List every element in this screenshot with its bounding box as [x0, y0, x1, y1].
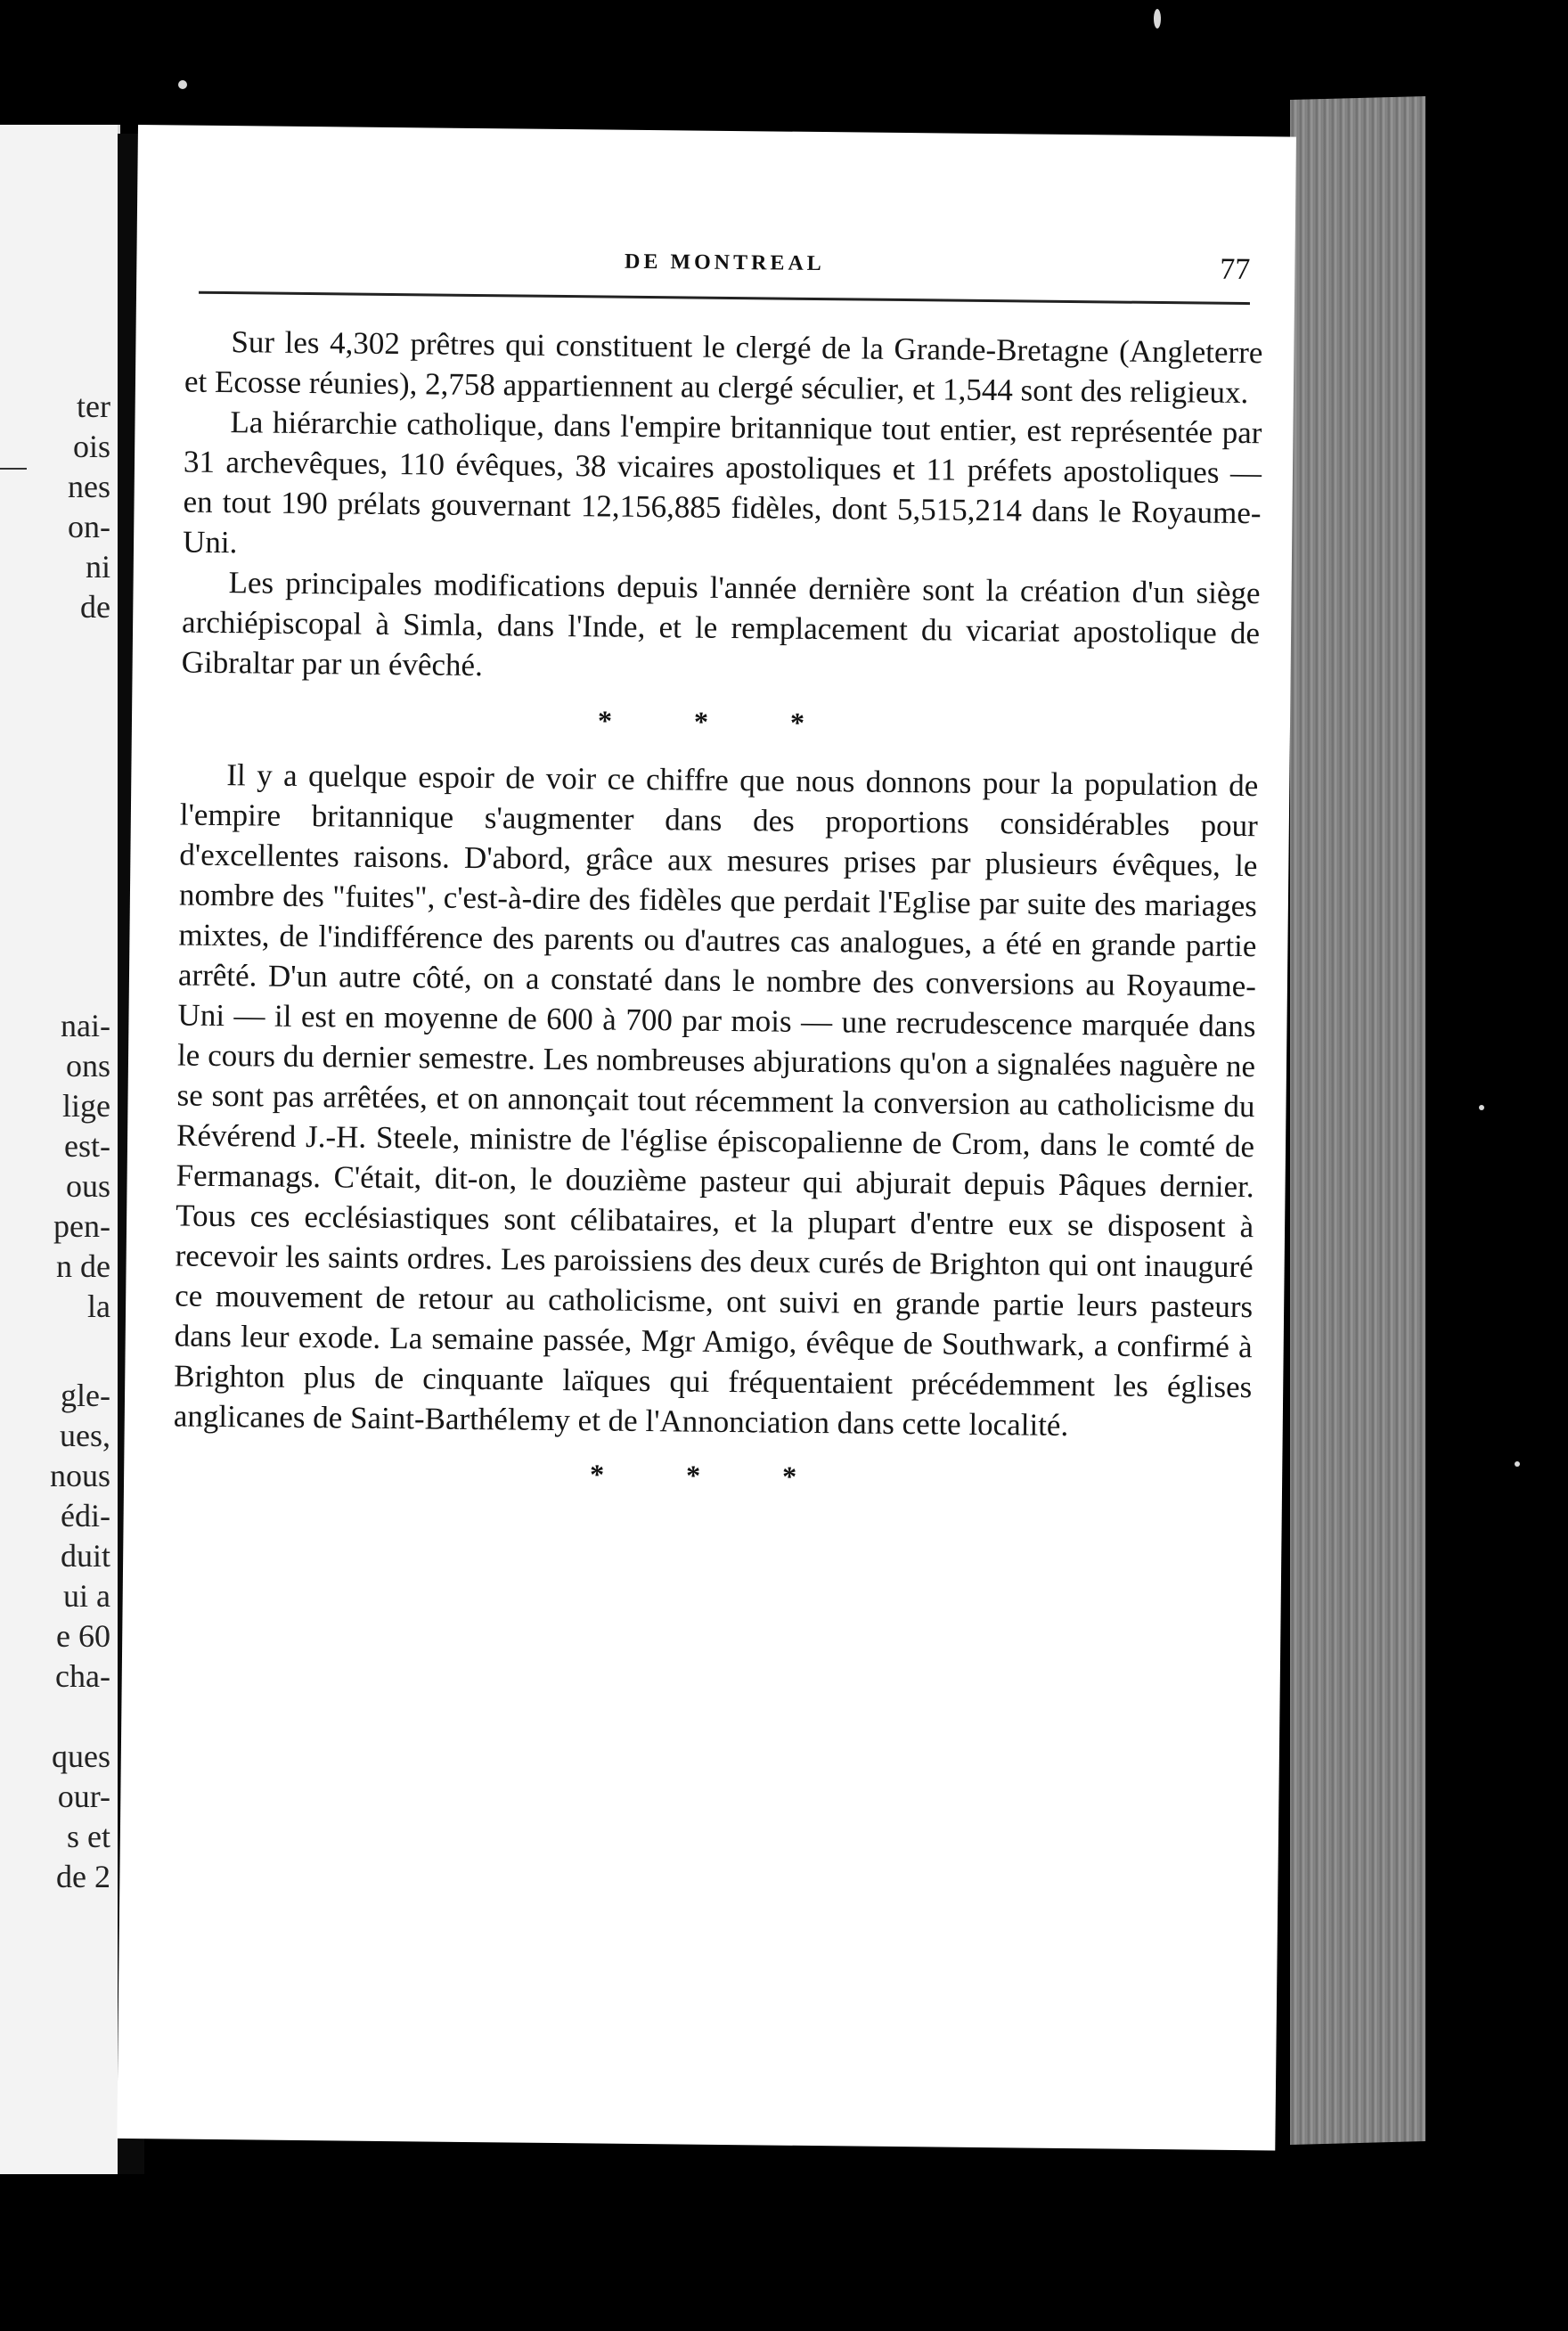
facing-page-text: gle- [61, 1378, 110, 1413]
facing-page-text: de [80, 589, 110, 625]
facing-page-text: nes [68, 469, 110, 504]
facing-page-text: ois [72, 429, 110, 464]
facing-page-text: ni [85, 549, 110, 585]
facing-page-text: édi- [61, 1498, 110, 1534]
facing-page-text: s et [67, 1819, 110, 1854]
facing-page-text: pen- [53, 1208, 110, 1244]
facing-page-text: de 2 [56, 1859, 110, 1894]
facing-page-text: on- [68, 509, 110, 544]
facing-page-text: cha- [55, 1658, 110, 1694]
facing-page-text: ons [65, 1048, 110, 1084]
facing-page-text: est- [64, 1128, 110, 1164]
running-head [199, 246, 1250, 292]
facing-page-text: ui a [63, 1578, 110, 1614]
facing-page-text: nous [49, 1458, 110, 1493]
facing-page-text: la [87, 1288, 110, 1324]
book-page [117, 125, 1296, 2150]
film-speck [1479, 1105, 1484, 1110]
section-separator: * * * [597, 704, 843, 740]
page-body-text [173, 322, 1263, 1520]
facing-page-text: ous [65, 1168, 110, 1204]
film-speck [1154, 9, 1161, 29]
film-speck [178, 80, 187, 89]
section-separator: * * * [589, 1458, 835, 1493]
facing-page-text: nai- [61, 1008, 110, 1043]
facing-page-text: ques [52, 1738, 110, 1774]
paragraph: La hiérarchie catholique, dans l'empire britannique tout entier, est représentée par 31 archevêques, 110 évêques, 38 vicaires apostoliques et 11 préfets apostoliques — en tout 190 prélats gouvernant 12,156,885 fidèles, dont 5,515,214 dans le Royaume-Uni. [182, 405, 1262, 560]
page-number: 77 [1220, 252, 1251, 287]
facing-page-text: duit [60, 1538, 110, 1574]
facing-page-fragment [0, 125, 120, 2174]
paragraph: Sur les 4,302 prêtres qui constituent le clergé de la Grande-Bretagne (Angleterre et Ecosse réunies), 2,758 appartiennent au clergé séculier, et 1,544 sont des religieux. [184, 324, 1263, 411]
facing-page-text: ter [77, 388, 110, 424]
facing-page-text: our- [57, 1779, 110, 1814]
facing-page-text: ues, [60, 1418, 110, 1453]
facing-page-rule [0, 468, 27, 470]
paragraph: Il y a quelque espoir de voir ce chiffre que nous donnons pour la population de l'empire britannique s'augmenter dans des proportions considérables pour d'excellentes raisons. D'abord, grâce aux mesures prises par plusieurs évêques, le nombre des "fuites", c'est-à-dire des fidèles que perdait l'Eglise par suite des mariages mixtes, de l'indifférence des parents ou d'autres cas analogues, a été en grande partie arrêté. D'un autre côté, on a constaté dans le nombre des conversions au Royaume-Uni — il est en moyenne de 600 à 700 par mois — une recrudescence marquée dans le cours du dernier semestre. Les nombreuses abjurations qu'on a signalées naguère ne se sont pas arrêtées, et on annonçait tout récemment la conversion au catholicisme du Révérend J.-H. Steele, ministre de l'église épiscopalienne de Crom, dans le comté de Fermanags. C'était, dit-on, le douzième pasteur qui abjurait depuis Pâques dernier. Tous ces ecclésiastiques sont célibataires, et la plupart d'entre eux se disposent à recevoir les saints ordres. Les paroissiens des deux curés de Brighton qui ont inauguré ce mouvement de retour au catholicisme, ont suivi en grande partie leurs pasteurs dans leur exode. La semaine passée, Mgr Amigo, évêque de Southwark, a confirmé à Brighton plus de cinquante laïques qui fréquentaient précédemment les églises anglicanes de Saint-Barthélemy et de l'Annonciation dans cette localité. [173, 757, 1259, 1444]
facing-page-text: e 60 [56, 1618, 110, 1654]
book-page-edges [1290, 96, 1425, 2145]
header-rule [199, 291, 1250, 305]
running-title: DE MONTREAL [624, 249, 825, 276]
facing-page-text: lige [62, 1088, 110, 1124]
paragraph: Les principales modifications depuis l'année dernière sont la création d'un siège archiépiscopal à Simla, dans l'Inde, et le remplacement du vicariat apostolique de Gibraltar par un évêché. [181, 565, 1261, 683]
facing-page-text: n de [56, 1248, 110, 1284]
film-speck [1515, 1461, 1520, 1467]
